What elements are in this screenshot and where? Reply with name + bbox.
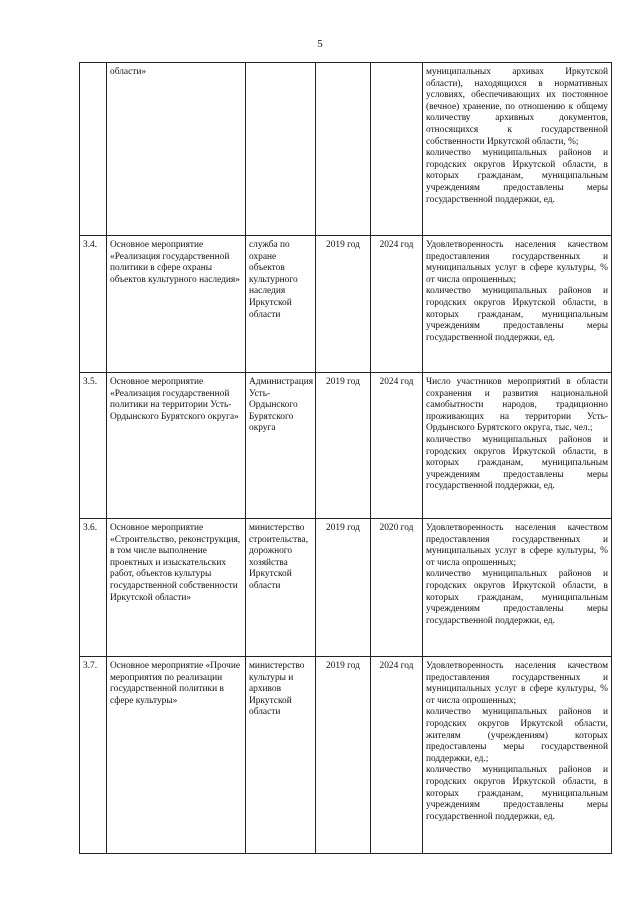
indicator-text: количество муниципальных районов и городских округов Иркутской области, в которых гражданам, муниципальным учреждениям предоставлены меры государственной поддержки, ед. <box>426 569 608 626</box>
row-number: 3.7. <box>80 657 107 854</box>
executor: служба по охране объектов культурного наследия Иркутской области <box>246 236 316 373</box>
table-row <box>80 373 612 519</box>
start-year <box>316 63 371 236</box>
indicators <box>423 657 612 854</box>
indicator-text: муниципальных архивах Иркутской области), находящихся в нормативных условиях, обеспечивающих их постоянное (вечное) хранение, по отношению к общему количеству архивных документов, относящихся к государственной собственности Иркутской области, %; <box>426 67 608 147</box>
indicator-text: Удовлетворенность населения качеством предоставления государственных и муниципальных услуг в сфере культуры, % от числа опрошенных; <box>426 523 608 568</box>
end-year <box>371 63 423 236</box>
indicator-text: Удовлетворенность населения качеством предоставления государственных и муниципальных услуг в сфере культуры, % от числа опрошенных; <box>426 661 608 706</box>
row-number: 3.4. <box>80 236 107 373</box>
end-year: 2024 год <box>371 236 423 373</box>
indicator-text: количество муниципальных районов и городских округов Иркутской области, в которых гражданам, муниципальным учреждениям предоставлены меры государственной поддержки, ед. <box>426 765 608 822</box>
start-year: 2019 год <box>316 373 371 519</box>
table-row <box>80 657 612 854</box>
activity-name: области» <box>107 63 246 236</box>
row-number: 3.6. <box>80 519 107 657</box>
indicator-text: количество муниципальных районов и городских округов Иркутской области, в которых гражданам, муниципальным учреждениям предоставлены меры государственной поддержки, ед. <box>426 148 608 205</box>
end-year: 2024 год <box>371 657 423 854</box>
start-year: 2019 год <box>316 519 371 657</box>
activity-name: Основное мероприятие «Прочие мероприятия по реализации государственной политики в сфере культуры» <box>107 657 246 854</box>
table-row <box>80 63 612 236</box>
page-number: 5 <box>317 38 323 50</box>
activity-name: Основное мероприятие «Строительство, реконструкция, в том числе выполнение проектных и изыскательских работ, объектов культуры государственной собственности Иркутской области» <box>107 519 246 657</box>
indicators <box>423 236 612 373</box>
table-row <box>80 519 612 657</box>
indicator-text: Число участников мероприятий в области сохранения и развития национальной самобытности народов, традиционно проживающих на территории Усть-Ордынского Бурятского округа, тыс. чел.; <box>426 377 608 434</box>
row-number <box>80 63 107 236</box>
indicators <box>423 519 612 657</box>
indicators <box>423 373 612 519</box>
table-row <box>80 236 612 373</box>
executor: Администрация Усть-Ордынского Бурятского округа <box>246 373 316 519</box>
indicator-text: количество муниципальных районов и городских округов Иркутской области, в которых гражданам, муниципальным учреждениям предоставлены меры государственной поддержки, ед. <box>426 286 608 343</box>
end-year: 2020 год <box>371 519 423 657</box>
executor: министерство культуры и архивов Иркутской области <box>246 657 316 854</box>
indicator-text: количество муниципальных районов и городских округов Иркутской области, жителям (учреждениям) которых предоставлены меры государственной поддержки, ед.; <box>426 707 608 764</box>
indicators <box>423 63 612 236</box>
activity-name: Основное мероприятие «Реализация государственной политики на территории Усть-Ордынского Бурятского округа» <box>107 373 246 519</box>
end-year: 2024 год <box>371 373 423 519</box>
start-year: 2019 год <box>316 236 371 373</box>
indicator-text: количество муниципальных районов и городских округов Иркутской области, в которых гражданам, муниципальным учреждениям предоставлены меры государственной поддержки, ед. <box>426 434 608 492</box>
executor: министерство строительства, дорожного хозяйства Иркутской области <box>246 519 316 657</box>
program-activities-table <box>79 62 612 854</box>
start-year: 2019 год <box>316 657 371 854</box>
executor <box>246 63 316 236</box>
row-number: 3.5. <box>80 373 107 519</box>
activity-name: Основное мероприятие «Реализация государственной политики в сфере охраны объектов культурного наследия» <box>107 236 246 373</box>
indicator-text: Удовлетворенность населения качеством предоставления государственных и муниципальных услуг в сфере культуры, % от числа опрошенных; <box>426 240 608 285</box>
